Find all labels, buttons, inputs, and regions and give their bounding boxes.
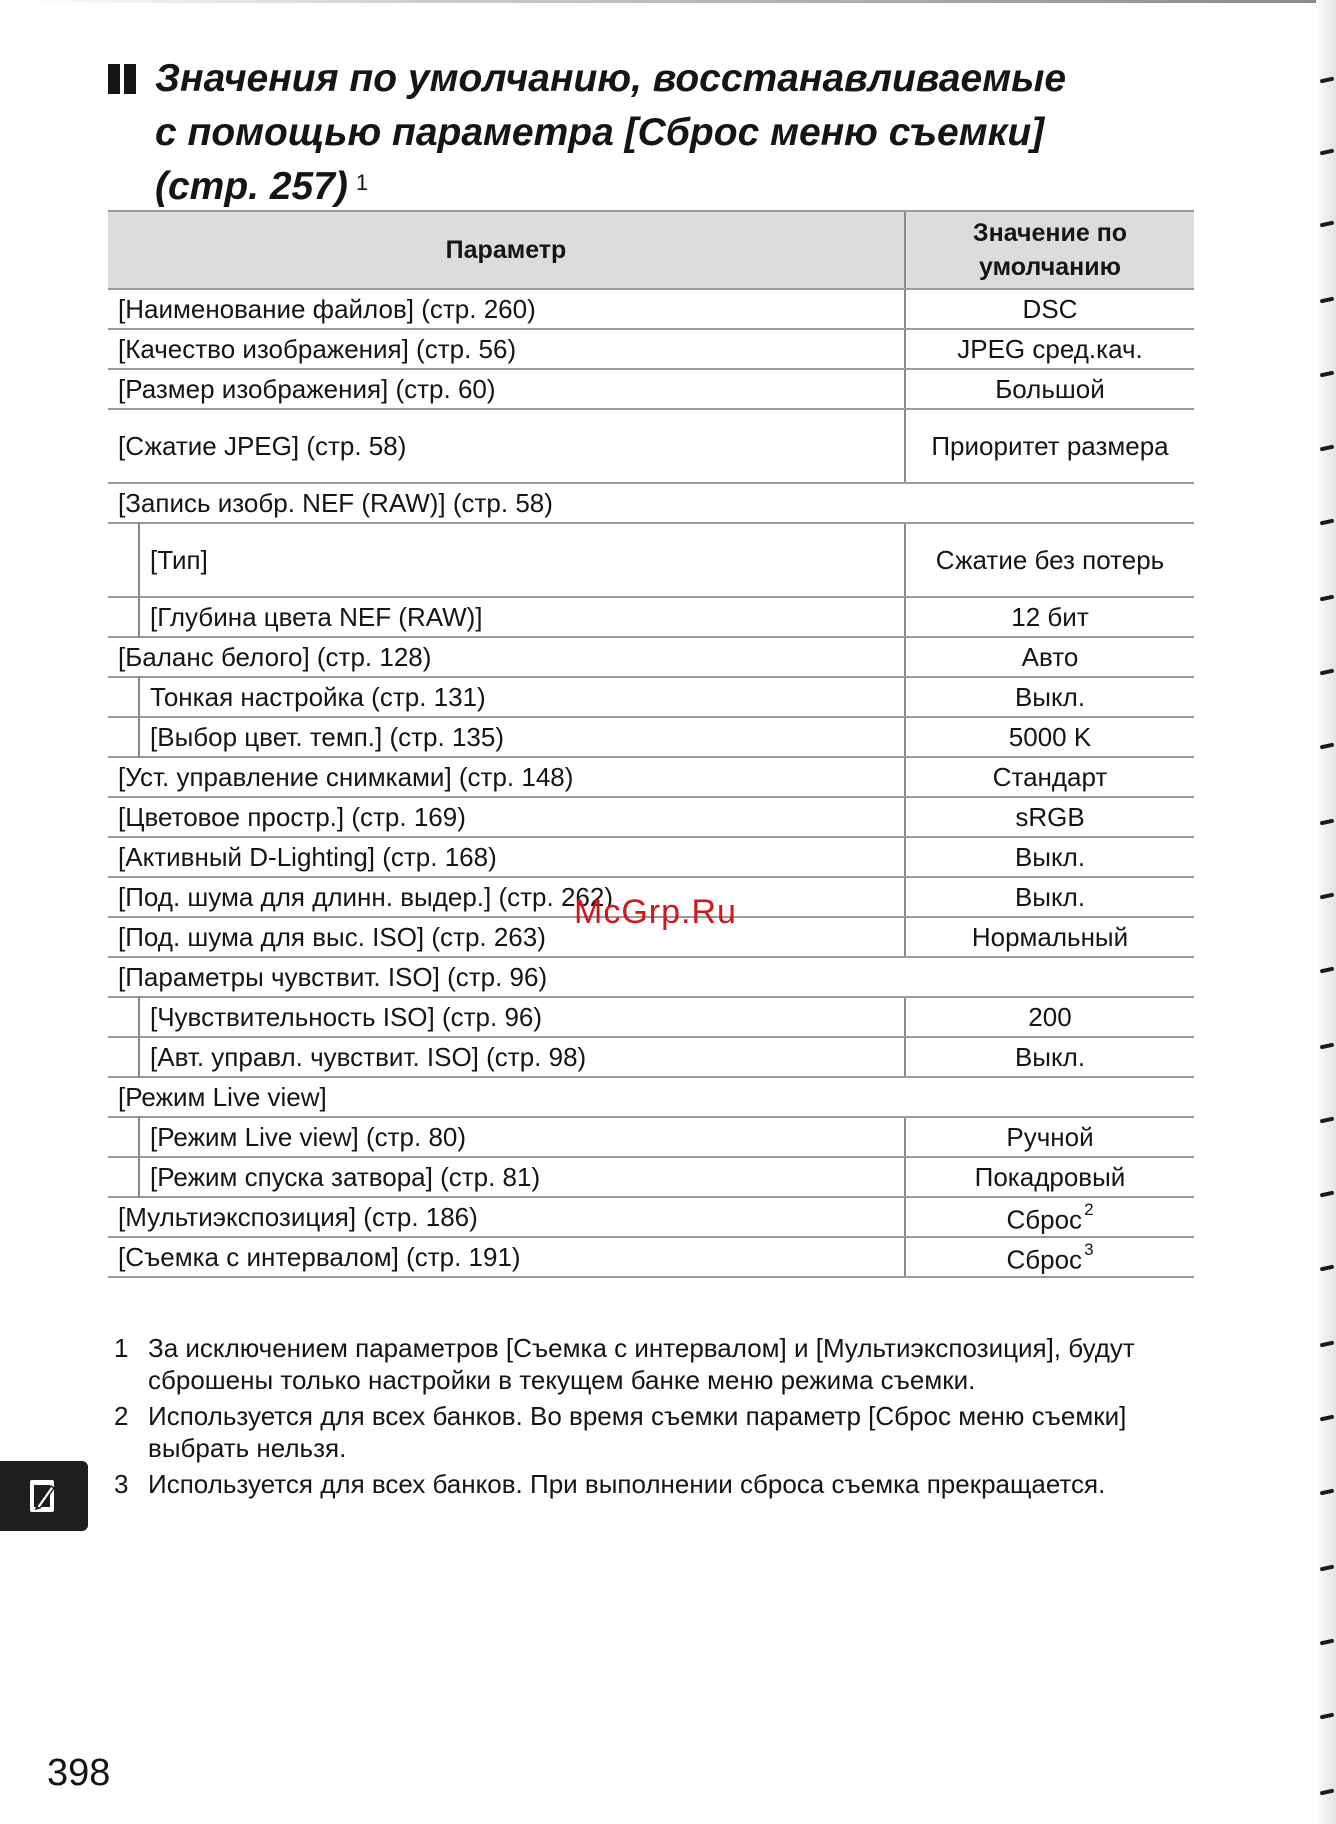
footnote	[110, 1468, 1190, 1500]
param-cell: [Размер изображения] (стр. 60)	[108, 369, 905, 409]
edge-tick	[1320, 1117, 1335, 1124]
value-cell	[905, 1237, 1194, 1277]
defaults-table	[108, 210, 1194, 1278]
footnote-ref: 2	[1084, 1200, 1094, 1220]
table-row	[108, 369, 1194, 409]
footnotes	[110, 1332, 1190, 1504]
table-row	[108, 1237, 1194, 1277]
group-cell: [Параметры чувствит. ISO] (стр. 96)	[108, 957, 1194, 997]
group-cell: [Запись изобр. NEF (RAW)] (стр. 58)	[108, 483, 1194, 523]
edge-tick	[1320, 967, 1335, 974]
param-cell: [Под. шума для выс. ISO] (стр. 263)	[108, 917, 905, 957]
value-cell: Ручной	[905, 1117, 1194, 1157]
edge-tick	[1320, 669, 1335, 676]
table-header-row	[108, 211, 1194, 289]
param-cell: [Тип]	[108, 523, 905, 597]
edge-tick	[1320, 221, 1335, 228]
title-line: Значения по умолчанию, восстанавливаемые	[155, 57, 1067, 100]
param-cell: [Съемка с интервалом] (стр. 191)	[108, 1237, 905, 1277]
top-scan-rule	[20, 0, 1320, 3]
param-cell: [Выбор цвет. темп.] (стр. 135)	[108, 717, 905, 757]
edge-tick	[1320, 1191, 1335, 1198]
param-cell: [Мультиэкспозиция] (стр. 186)	[108, 1197, 905, 1237]
table-row	[108, 329, 1194, 369]
edge-tick	[1320, 1639, 1335, 1646]
table-row	[108, 289, 1194, 329]
footnote-ref: 3	[1084, 1240, 1094, 1260]
value-cell: DSC	[905, 289, 1194, 329]
value-cell: 12 бит	[905, 597, 1194, 637]
param-cell: [Глубина цвета NEF (RAW)]	[108, 597, 905, 637]
value-cell: Покадровый	[905, 1157, 1194, 1197]
table-row	[108, 717, 1194, 757]
edge-tick	[1320, 1565, 1335, 1572]
value-cell: Сжатие без потерь	[905, 523, 1194, 597]
footnote-text: За исключением параметров [Съемка с интервалом] и [Мультиэкспозиция], будут сброшены только настройки в текущем банке меню режима съемки.	[148, 1333, 1135, 1395]
param-cell: [Качество изображения] (стр. 56)	[108, 329, 905, 369]
param-cell: [Активный D-Lighting] (стр. 168)	[108, 837, 905, 877]
table-row	[108, 757, 1194, 797]
value-cell	[905, 1197, 1194, 1237]
footnote	[110, 1400, 1190, 1464]
footnote-number: 1	[114, 1333, 129, 1363]
footnote-number: 3	[114, 1469, 129, 1499]
table-row	[108, 997, 1194, 1037]
scan-right-edge	[1316, 0, 1336, 1824]
param-cell: [Авт. управл. чувствит. ISO] (стр. 98)	[108, 1037, 905, 1077]
param-cell: [Чувствительность ISO] (стр. 96)	[108, 997, 905, 1037]
edge-tick	[1320, 1043, 1335, 1050]
edge-tick	[1320, 1789, 1335, 1796]
table-row	[108, 1117, 1194, 1157]
edge-tick	[1320, 819, 1335, 826]
column-header-param: Параметр	[108, 211, 905, 289]
table-row	[108, 597, 1194, 637]
title-line	[112, 160, 1222, 214]
table-row	[108, 677, 1194, 717]
footnote-text: Используется для всех банков. Во время съемки параметр [Сброс меню съемки] выбрать нельзя.	[148, 1401, 1127, 1463]
param-cell: [Уст. управление снимками] (стр. 148)	[108, 757, 905, 797]
footnote	[110, 1332, 1190, 1396]
value-cell: 5000 K	[905, 717, 1194, 757]
value-cell: Выкл.	[905, 877, 1194, 917]
title-bullet-icon	[108, 64, 138, 94]
watermark: McGrp.Ru	[574, 893, 737, 931]
pencil-menu-icon	[27, 1476, 61, 1516]
title-line-text: (стр. 257)	[155, 165, 348, 208]
table-row	[108, 1197, 1194, 1237]
edge-tick	[1320, 743, 1335, 750]
edge-tick	[1320, 297, 1335, 304]
edge-tick	[1320, 77, 1335, 84]
table-row	[108, 523, 1194, 597]
table-group-row	[108, 1077, 1194, 1117]
param-cell: [Сжатие JPEG] (стр. 58)	[108, 409, 905, 483]
value-cell: Нормальный	[905, 917, 1194, 957]
group-cell: [Режим Live view]	[108, 1077, 1194, 1117]
value-cell: Авто	[905, 637, 1194, 677]
chapter-tab	[0, 1461, 88, 1531]
edge-tick	[1320, 1489, 1335, 1496]
page-number: 398	[47, 1752, 111, 1794]
param-cell: [Режим Live view] (стр. 80)	[108, 1117, 905, 1157]
edge-tick	[1320, 893, 1335, 900]
edge-tick	[1320, 149, 1335, 156]
table-row	[108, 409, 1194, 483]
value-cell: Стандарт	[905, 757, 1194, 797]
edge-tick	[1320, 1415, 1335, 1422]
value-text: Сброс	[1006, 1204, 1083, 1235]
edge-tick	[1320, 595, 1335, 602]
value-cell: Большой	[905, 369, 1194, 409]
section-title	[112, 52, 1222, 214]
edge-tick	[1320, 1713, 1335, 1720]
table-row	[108, 637, 1194, 677]
param-cell: Тонкая настройка (стр. 131)	[108, 677, 905, 717]
value-cell: Выкл.	[905, 677, 1194, 717]
value-cell: Выкл.	[905, 837, 1194, 877]
edge-tick	[1320, 1341, 1335, 1348]
table-row	[108, 1037, 1194, 1077]
edge-tick	[1320, 1265, 1335, 1272]
value-text: Сброс	[1006, 1244, 1083, 1275]
value-cell: Выкл.	[905, 1037, 1194, 1077]
edge-tick	[1320, 371, 1335, 378]
value-cell: sRGB	[905, 797, 1194, 837]
param-cell: [Наименование файлов] (стр. 260)	[108, 289, 905, 329]
footnote-text: Используется для всех банков. При выполнении сброса съемка прекращается.	[148, 1469, 1106, 1499]
param-cell: [Режим спуска затвора] (стр. 81)	[108, 1157, 905, 1197]
value-cell: 200	[905, 997, 1194, 1037]
param-cell: [Баланс белого] (стр. 128)	[108, 637, 905, 677]
title-line: с помощью параметра [Сброс меню съемки]	[155, 111, 1045, 154]
table-row	[108, 1157, 1194, 1197]
table-row	[108, 797, 1194, 837]
column-header-value: Значение по умолчанию	[905, 211, 1194, 289]
edge-tick	[1320, 445, 1335, 452]
title-footnote-ref: 1	[355, 170, 369, 195]
value-cell: JPEG сред.кач.	[905, 329, 1194, 369]
footnote-number: 2	[114, 1401, 129, 1431]
param-cell: [Под. шума для длинн. выдер.] (стр. 262)	[108, 877, 905, 917]
table-group-row	[108, 483, 1194, 523]
table-group-row	[108, 957, 1194, 997]
table-row	[108, 837, 1194, 877]
param-cell: [Цветовое простр.] (стр. 169)	[108, 797, 905, 837]
edge-tick	[1320, 519, 1335, 526]
value-cell: Приоритет размера	[905, 409, 1194, 483]
